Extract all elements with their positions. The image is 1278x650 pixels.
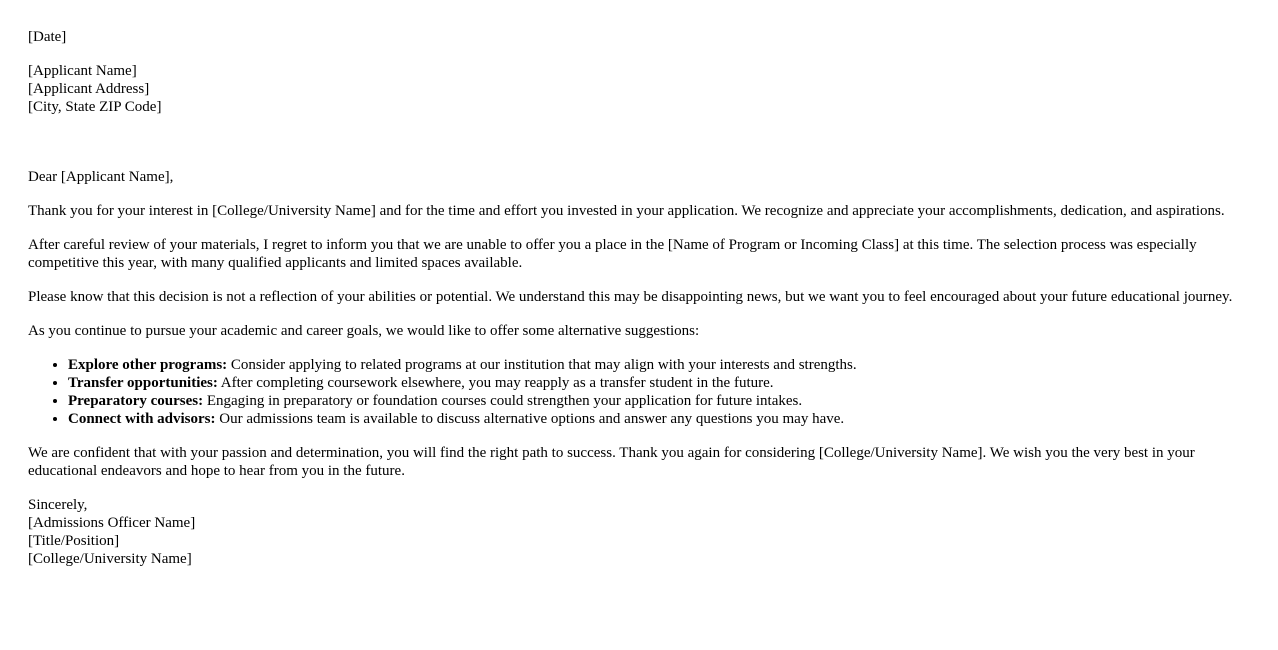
recipient-address: [Applicant Address] [28,81,150,97]
suggestion-title: Transfer opportunities: [68,375,218,391]
suggestion-title: Connect with advisors: [68,411,216,427]
recipient-name: [Applicant Name] [28,63,137,79]
suggestion-preparatory-courses [68,392,1250,410]
suggestion-title: Explore other programs: [68,357,228,373]
suggestion-text: Our admissions team is available to discuss alternative options and answer any questions you may have. [215,411,845,427]
closing-paragraph: We are confident that with your passion and determination, you will find the right path to success. Thank you again for considering [College/University Name]. We wish you the very best in your educational endeavors and hope to hear from you in the future. [28,445,1195,479]
suggestion-transfer-opportunities [68,374,1250,392]
paragraph-thank-you: Thank you for your interest in [College/University Name] and for the time and effort you invested in your application. We recognize and appreciate your accomplishments, dedication, and aspirations. [28,203,1225,219]
suggestion-explore-programs [68,356,1250,374]
salutation: Dear [Applicant Name], [28,169,174,185]
signature-block [28,496,1250,568]
paragraph-reassurance: Please know that this decision is not a reflection of your abilities or potential. We understand this may be disappointing news, but we want you to feel encouraged about your future educational journey. [28,289,1233,305]
suggestion-title: Preparatory courses: [68,393,204,409]
recipient-city-state-zip: [City, State ZIP Code] [28,99,162,115]
letter-document [28,28,1250,568]
signoff-closing: Sincerely, [28,497,88,513]
officer-name: [Admissions Officer Name] [28,515,196,531]
suggestions-list [28,356,1250,428]
suggestion-text: After completing coursework elsewhere, you may reapply as a transfer student in the future. [217,375,774,391]
paragraph-suggestions-intro: As you continue to pursue your academic and career goals, we would like to offer some alternative suggestions: [28,323,700,339]
suggestion-text: Engaging in preparatory or foundation courses could strengthen your application for future intakes. [203,393,803,409]
recipient-address-block [28,62,1250,116]
letter-date: [Date] [28,29,67,45]
paragraph-decision: After careful review of your materials, I regret to inform you that we are unable to offer you a place in the [Name of Program or Incoming Class] at this time. The selection process was especially competitive this year, with many qualified applicants and limited spaces available. [28,237,1197,271]
institution-name: [College/University Name] [28,551,192,567]
officer-title: [Title/Position] [28,533,120,549]
suggestion-connect-advisors [68,410,1250,428]
suggestion-text: Consider applying to related programs at our institution that may align with your interests and strengths. [227,357,857,373]
